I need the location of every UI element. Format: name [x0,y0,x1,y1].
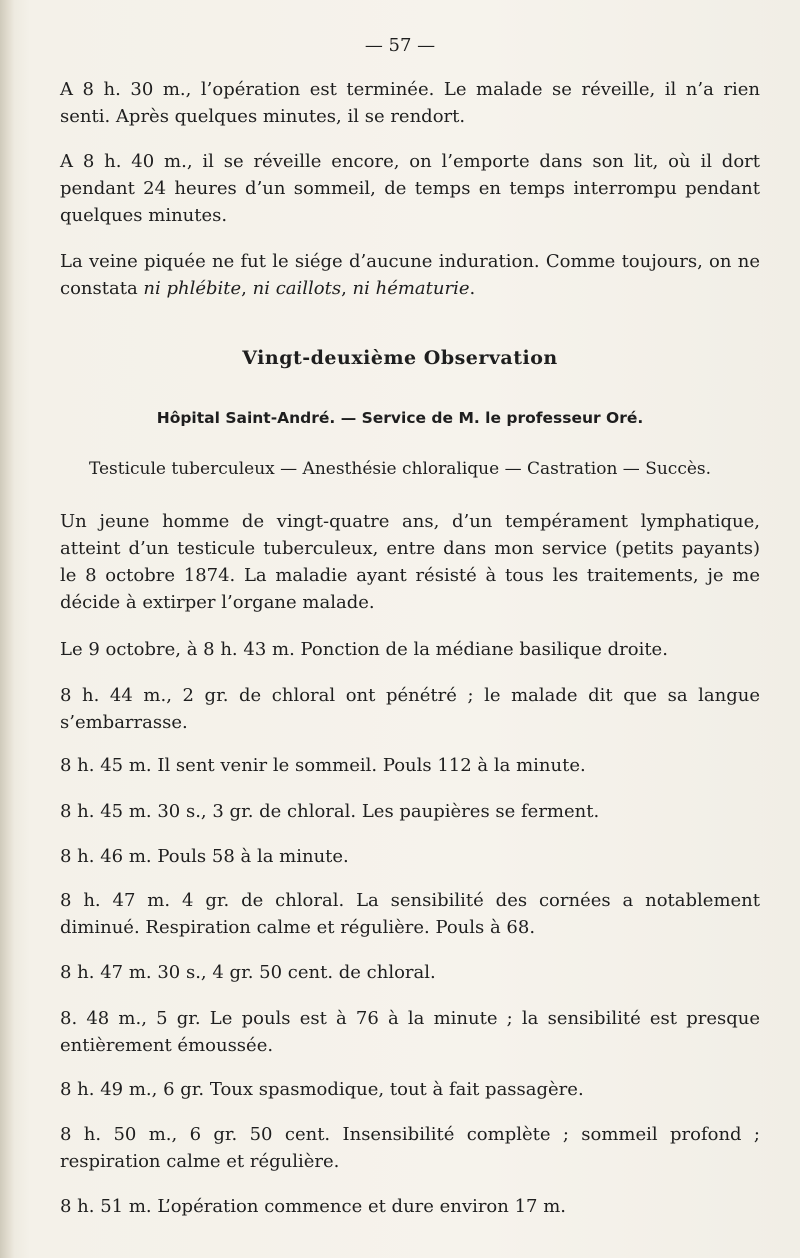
paragraph: A 8 h. 40 m., il se réveille encore, on l’emporte dans son lit, où il dort pendant 24 heures d’un sommeil, de temps en temps interrompu pendant quelques minutes. [60,151,760,226]
paragraph: 8 h. 45 m. Il sent venir le sommeil. Pouls 112 à la minute. [60,755,586,776]
separator: , [341,278,353,299]
paragraph: 8 h. 50 m., 6 gr. 50 cent. Insensibilité complète ; sommeil profond ; respiration calme et régulière. [60,1124,760,1172]
italic-phrase: ni phlébite [143,278,242,299]
paragraph: 8. 48 m., 5 gr. Le pouls est à 76 à la minute ; la sensibilité est presque entièrement émoussée. [60,1008,760,1056]
separator: , [241,278,253,299]
observation-subtitle: Hôpital Saint-André. — Service de M. le professeur Oré. [156,409,644,427]
paragraph: 8 h. 47 m. 4 gr. de chloral. La sensibilité des cornées a notablement diminué. Respiration calme et régulière. Pouls à 68. [60,890,760,938]
observation-title: Vingt-deuxième Observation [242,347,558,369]
paragraph: 8 h. 49 m., 6 gr. Toux spasmodique, tout à fait passagère. [60,1079,584,1100]
paragraph: Un jeune homme de vingt-quatre ans, d’un tempérament lymphatique, atteint d’un testicule tuberculeux, entre dans mon service (petits payants) le 8 octobre 1874. La maladie ayant résisté à tous les traitements, je me décide à extirper l’organe malade. [60,511,760,613]
paragraph: 8 h. 51 m. L’opération commence et dure environ 17 m. [60,1196,566,1217]
paragraph: 8 h. 46 m. Pouls 58 à la minute. [60,846,349,867]
page-number: — 57 — [364,35,436,56]
observation-summary: Testicule tuberculeux — Anesthésie chloralique — Castration — Succès. [88,459,712,479]
period: . [469,278,476,299]
paragraph: 8 h. 45 m. 30 s., 3 gr. de chloral. Les paupières se ferment. [60,801,600,822]
vein-paragraph [60,248,760,302]
paragraph: Le 9 octobre, à 8 h. 43 m. Ponction de la médiane basilique droite. [60,639,668,660]
paragraph: 8 h. 44 m., 2 gr. de chloral ont pénétré ; le malade dit que sa langue s’embarrasse. [60,685,760,733]
paragraph: A 8 h. 30 m., l’opération est terminée. Le malade se réveille, il n’a rien senti. Après quelques minutes, il se rendort. [60,79,760,127]
italic-phrase: ni hématurie [352,278,470,299]
vein-lead: La veine piquée ne fut le siége d’aucune induration. Comme toujours, on ne constata [60,251,760,299]
italic-phrase: ni caillots [252,278,342,299]
paragraph: 8 h. 47 m. 30 s., 4 gr. 50 cent. de chloral. [60,962,436,983]
page-binding-shadow [0,0,14,1258]
